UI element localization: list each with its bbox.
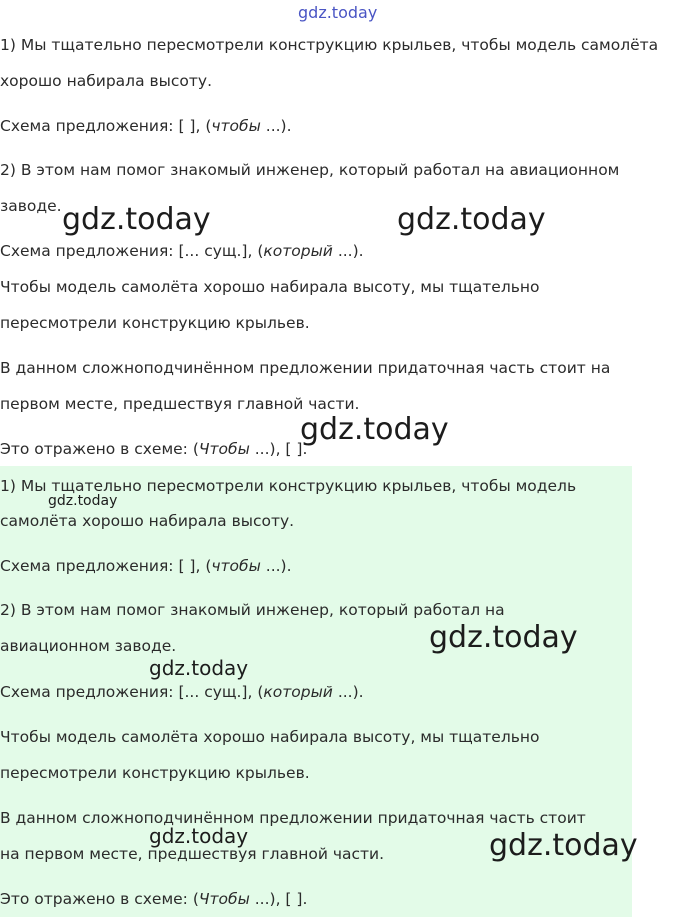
s2-line4: 2) В этом нам помог знакомый инженер, который работал на [0,601,505,619]
s1-scheme1: Схема предложения: [ ], (чтобы ...). [0,117,292,135]
s1-line9: В данном сложноподчинённом предложении придаточная часть стоит на [0,359,611,377]
s2-line9: В данном сложноподчинённом предложении придаточная часть стоит [0,809,586,827]
s1-line8: пересмотрели конструкцию крыльев. [0,314,310,332]
watermark: gdz.today [300,412,449,447]
s2-scheme1: Схема предложения: [ ], (чтобы ...). [0,557,292,575]
s1-line1: 1) Мы тщательно пересмотрели конструкцию крыльев, чтобы модель самолёта [0,36,659,54]
watermark-header: gdz.today [298,3,378,22]
watermark: gdz.today [62,202,211,237]
s1-line11: Это отражено в схеме: (Чтобы ...), [ ]. [0,440,308,458]
watermark: gdz.today [149,824,249,848]
s1-line2: хорошо набирала высоту. [0,72,213,90]
watermark: gdz.today [397,202,546,237]
watermark: gdz.today [149,656,249,680]
s2-line7: Чтобы модель самолёта хорошо набирала высоту, мы тщательно [0,728,540,746]
watermark: gdz.today [489,828,638,863]
s2-line11: Это отражено в схеме: (Чтобы ...), [ ]. [0,890,308,908]
s1-line5: заводе. [0,197,62,215]
s2-line1: 1) Мы тщательно пересмотрели конструкцию крыльев, чтобы модель [0,477,577,495]
s1-line7: Чтобы модель самолёта хорошо набирала высоту, мы тщательно [0,278,540,296]
s2-line8: пересмотрели конструкцию крыльев. [0,764,310,782]
s1-line4: 2) В этом нам помог знакомый инженер, который работал на авиационном [0,161,620,179]
s2-line5: авиационном заводе. [0,637,177,655]
s1-scheme2: Схема предложения: [... сущ.], (который ...). [0,242,364,260]
s2-scheme2: Схема предложения: [... сущ.], (который ...). [0,683,364,701]
s2-line10: на первом месте, предшествуя главной части. [0,845,385,863]
watermark: gdz.today [429,620,578,655]
s1-line10: первом месте, предшествуя главной части. [0,395,360,413]
s2-line2: самолёта хорошо набирала высоту. [0,512,295,530]
watermark: gdz.today [48,493,118,509]
